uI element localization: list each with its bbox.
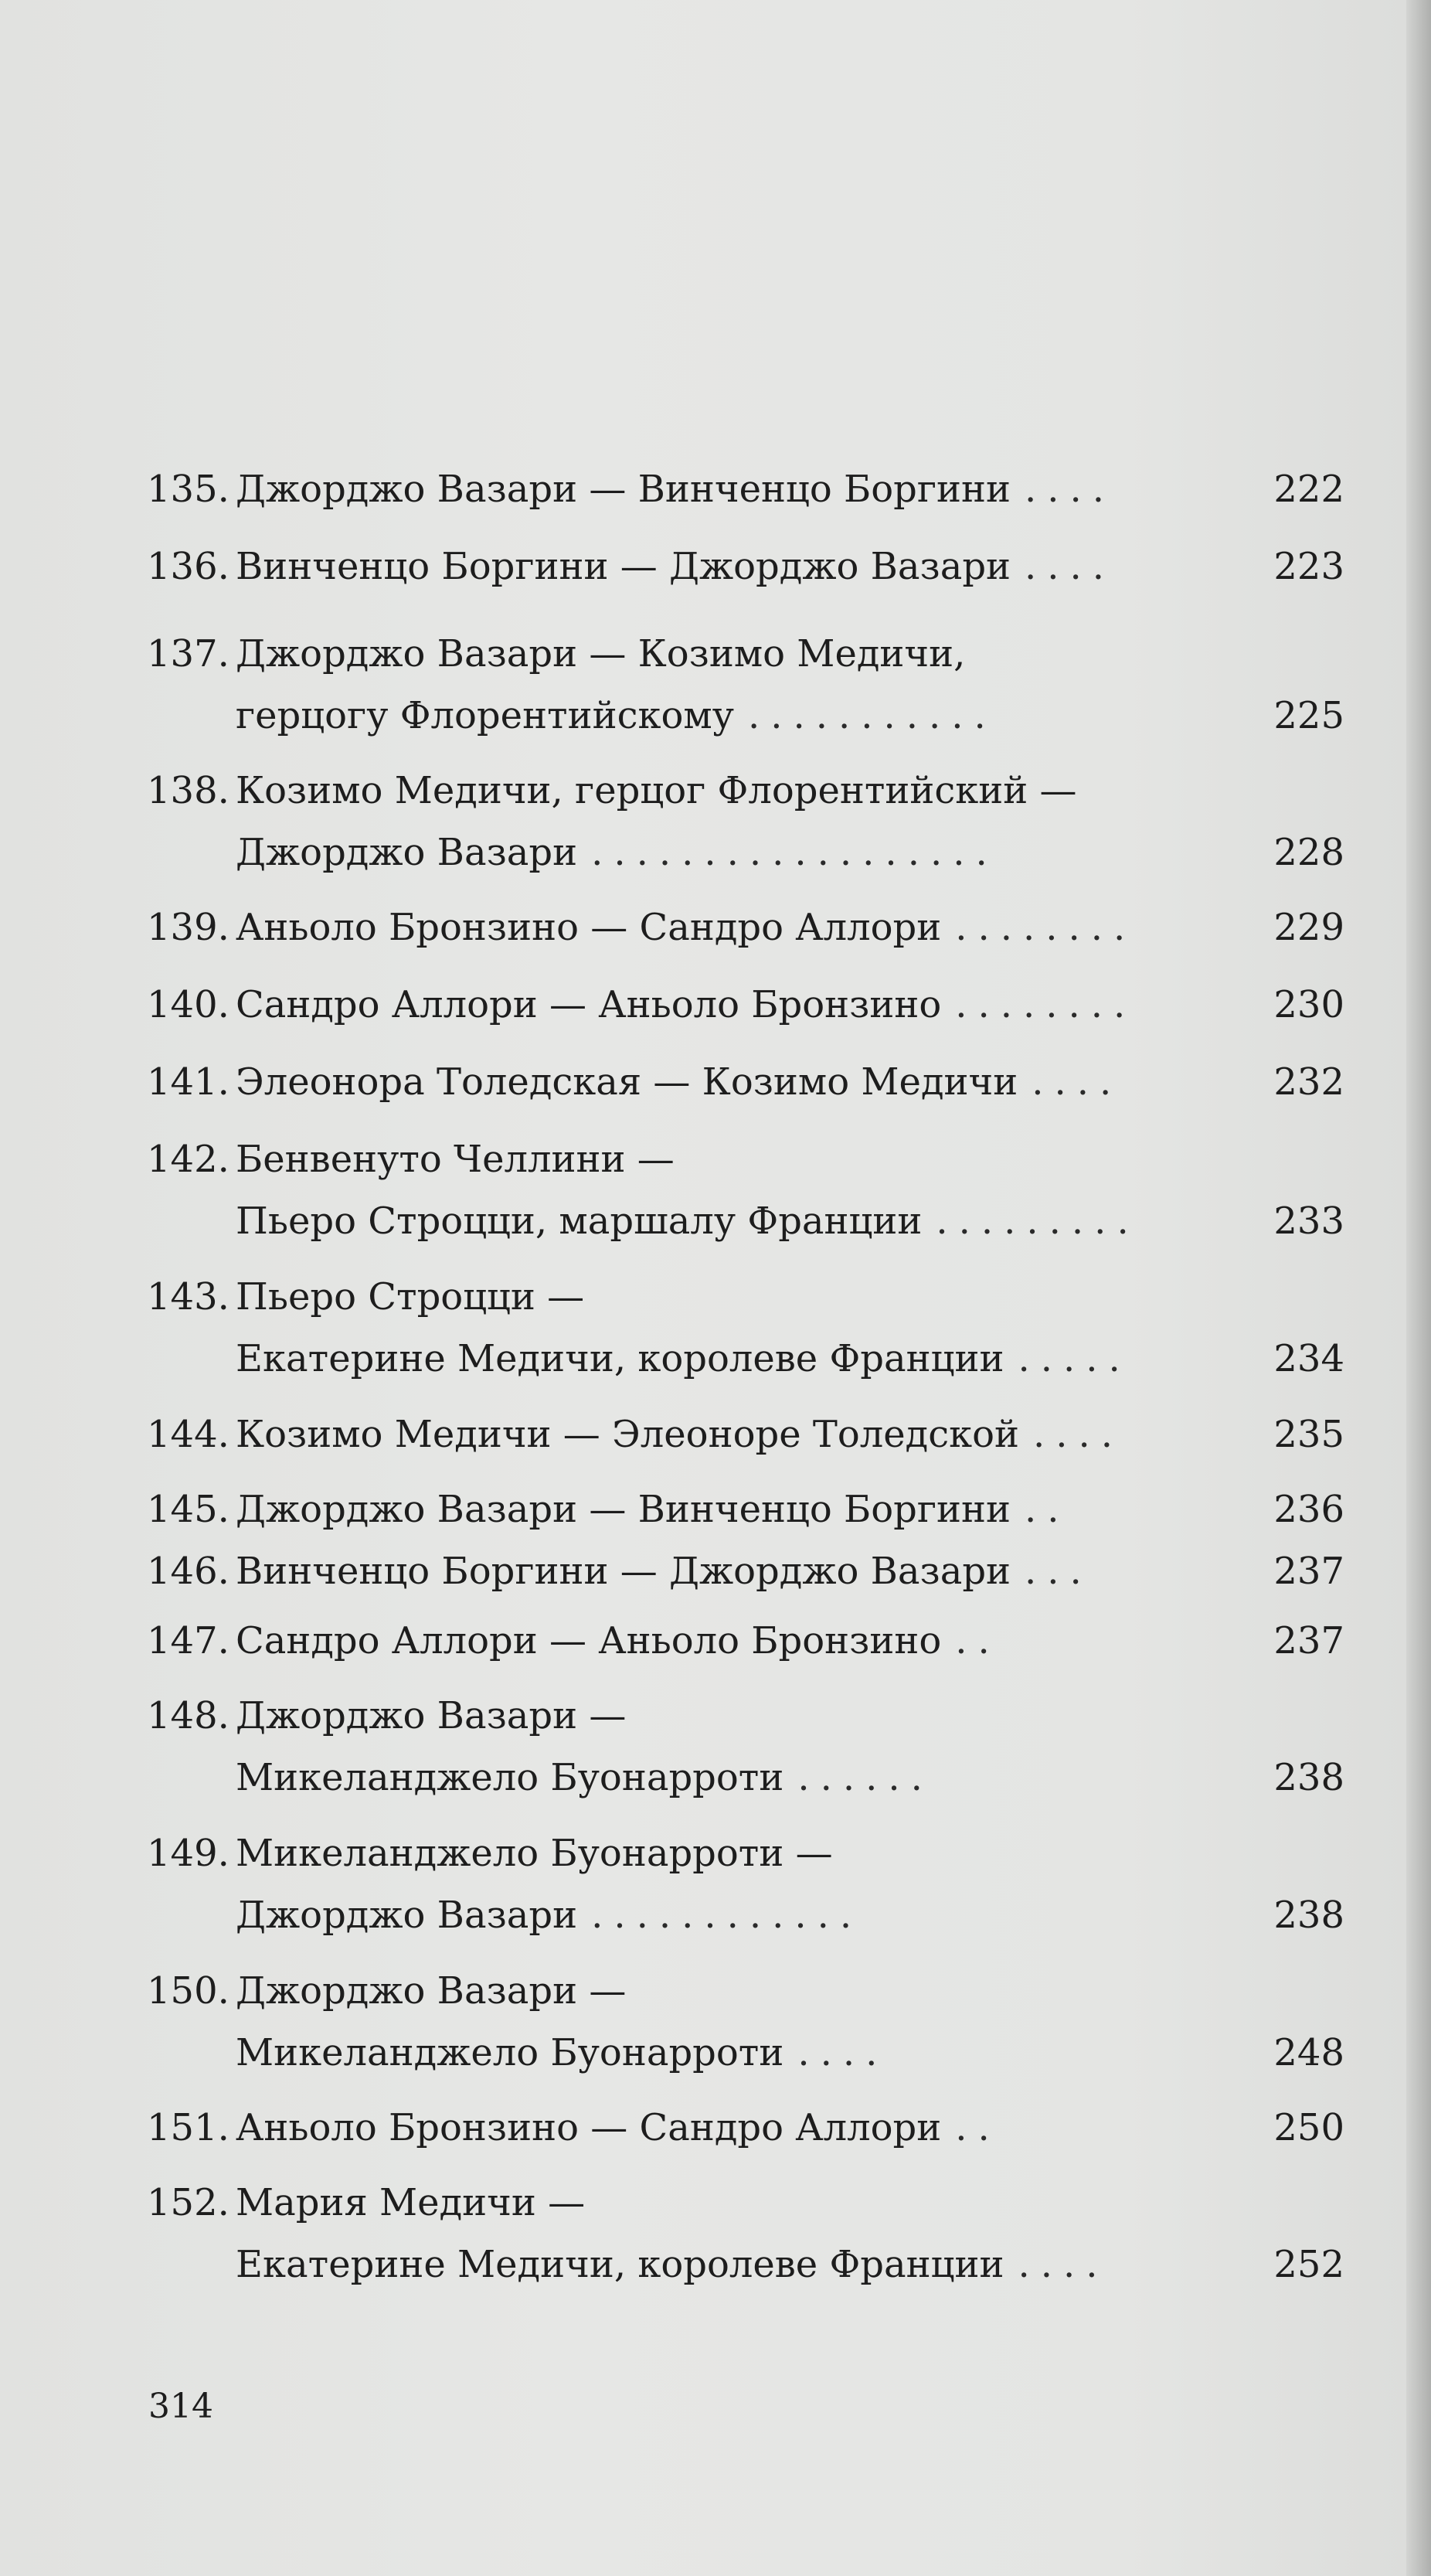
toc-entry (147, 1060, 1344, 1122)
toc-entry-line (147, 2181, 1344, 2243)
toc-entry-title: Джорджо Вазари — Винченцо Боргини (236, 1488, 1011, 1531)
toc-entry-number: 144. (147, 1413, 229, 1456)
toc-entry-title: Микеланджело Буонарроти (236, 2031, 784, 2074)
toc-entry-line (147, 2031, 1344, 2093)
toc-entry-title: Козимо Медичи — Элеоноре Толедской (236, 1413, 1019, 1456)
toc-entry-line (147, 468, 1344, 529)
toc-entry-title: Джорджо Вазари — Козимо Медичи, (236, 632, 966, 675)
toc-entry-number: 149. (147, 1832, 229, 1875)
toc-leader-dots: ... (1025, 1550, 1093, 1593)
toc-entry-line (147, 1200, 1344, 1261)
toc-entry (147, 468, 1344, 529)
toc-entry (147, 2106, 1344, 2168)
toc-entry-title: Сандро Аллори — Аньоло Бронзино (236, 1619, 942, 1662)
toc-entry-line (147, 1619, 1344, 1681)
toc-entry-title: Сандро Аллори — Аньоло Бронзино (236, 983, 942, 1026)
toc-leader-dots: .... (1025, 545, 1116, 588)
toc-entry-number: 148. (147, 1694, 229, 1737)
toc-entry-page: 232 (1273, 1060, 1344, 1104)
toc-entry (147, 545, 1344, 607)
toc-leader-dots: ..... (1018, 1337, 1131, 1380)
toc-entry-title: Микеланджело Буонарроти — (236, 1832, 833, 1875)
toc-entry (147, 1832, 1344, 1955)
toc-leader-dots: ........ (955, 906, 1137, 949)
toc-entry-number: 146. (147, 1550, 229, 1593)
toc-entry (147, 1413, 1344, 1475)
toc-entry (147, 906, 1344, 968)
toc-entry-line (147, 906, 1344, 968)
toc-entry-line (147, 1275, 1344, 1337)
toc-entry (147, 769, 1344, 893)
toc-leader-dots: ......... (936, 1200, 1140, 1243)
toc-entry (147, 2181, 1344, 2305)
toc-entry (147, 1488, 1344, 1550)
toc-entry-title: Винченцо Боргини — Джорджо Вазари (236, 1550, 1011, 1593)
toc-entry-number: 135. (147, 468, 229, 511)
toc-entry-line (147, 2106, 1344, 2168)
toc-leader-dots: .... (1033, 1413, 1124, 1456)
toc-entry-line (147, 1832, 1344, 1894)
toc-entry-line (147, 769, 1344, 831)
toc-entry-page: 234 (1273, 1337, 1344, 1380)
toc-entry (147, 1138, 1344, 1261)
toc-entry-line (147, 1694, 1344, 1756)
toc-entry-title: Джорджо Вазари (236, 831, 578, 874)
toc-entry (147, 1694, 1344, 1818)
toc-entry-page: 237 (1273, 1550, 1344, 1593)
page-number-folio: 314 (148, 2387, 213, 2426)
toc-entry-page: 237 (1273, 1619, 1344, 1662)
toc-entry (147, 1619, 1344, 1681)
toc-entry-page: 235 (1273, 1413, 1344, 1456)
toc-entry-title: Козимо Медичи, герцог Флорентийский — (236, 769, 1077, 812)
toc-entry-page: 238 (1273, 1756, 1344, 1799)
toc-leader-dots: .... (1032, 1060, 1123, 1104)
toc-entry-number: 141. (147, 1060, 229, 1104)
toc-entry (147, 1969, 1344, 2093)
toc-entry-line (147, 545, 1344, 607)
toc-entry-title: Джорджо Вазари (236, 1894, 578, 1937)
toc-entry-number: 139. (147, 906, 229, 949)
toc-entry-title: Пьеро Строцци, маршалу Франции (236, 1200, 923, 1243)
toc-entry-number: 151. (147, 2106, 229, 2149)
toc-entry-title: Аньоло Бронзино — Сандро Аллори (236, 2106, 942, 2149)
toc-leader-dots: .................. (591, 831, 998, 874)
toc-leader-dots: .... (797, 2031, 889, 2074)
toc-leader-dots: .... (1018, 2243, 1109, 2286)
toc-entry-page: 228 (1273, 831, 1344, 874)
toc-entry-page: 238 (1273, 1894, 1344, 1937)
toc-entry-number: 143. (147, 1275, 229, 1319)
toc-entry-title: Элеонора Толедская — Козимо Медичи (236, 1060, 1018, 1104)
toc-entry-page: 229 (1273, 906, 1344, 949)
toc-entry-line (147, 632, 1344, 694)
toc-entry-number: 145. (147, 1488, 229, 1531)
toc-entry-title: Бенвенуто Челлини — (236, 1138, 675, 1181)
toc-leader-dots: ........... (747, 694, 997, 737)
toc-entry-line (147, 1060, 1344, 1122)
toc-entry-number: 136. (147, 545, 229, 588)
toc-entry (147, 1550, 1344, 1611)
toc-entry-line (147, 1894, 1344, 1955)
toc-entry-title: герцогу Флорентийскому (236, 694, 734, 737)
toc-entry-number: 138. (147, 769, 229, 812)
toc-entry (147, 632, 1344, 756)
toc-entry-page: 230 (1273, 983, 1344, 1026)
toc-entry-number: 150. (147, 1969, 229, 2013)
toc-entry-line (147, 1138, 1344, 1200)
toc-entry-number: 137. (147, 632, 229, 675)
toc-entry-title: Джорджо Вазари — (236, 1694, 627, 1737)
toc-entry-line (147, 694, 1344, 756)
toc-entry-page: 250 (1273, 2106, 1344, 2149)
toc-leader-dots: .... (1025, 468, 1116, 511)
toc-leader-dots: .. (1025, 1488, 1070, 1531)
toc-entry-title: Микеланджело Буонарроти (236, 1756, 784, 1799)
toc-entry-page: 248 (1273, 2031, 1344, 2074)
toc-leader-dots: ........ (955, 983, 1137, 1026)
toc-entry-title: Джорджо Вазари — Винченцо Боргини (236, 468, 1011, 511)
toc-entry-title: Пьеро Строцци — (236, 1275, 585, 1319)
toc-entry-line (147, 1488, 1344, 1550)
toc-entry-number: 140. (147, 983, 229, 1026)
toc-entry-title: Джорджо Вазари — (236, 1969, 627, 2013)
toc-entry-page: 223 (1273, 545, 1344, 588)
toc-entry-number: 147. (147, 1619, 229, 1662)
toc-entry-page: 236 (1273, 1488, 1344, 1531)
toc-leader-dots: .. (955, 1619, 1001, 1662)
toc-entry-page: 222 (1273, 468, 1344, 511)
toc-entry-line (147, 1969, 1344, 2031)
toc-entry-page: 225 (1273, 694, 1344, 737)
toc-entry-line (147, 831, 1344, 893)
toc-entry-title: Екатерине Медичи, королеве Франции (236, 2243, 1004, 2286)
toc-entry-line (147, 983, 1344, 1045)
toc-entry-page: 233 (1273, 1200, 1344, 1243)
page-edge (1406, 0, 1431, 2576)
toc-entry (147, 1275, 1344, 1399)
toc-entry-line (147, 1413, 1344, 1475)
toc-entry-line (147, 1337, 1344, 1399)
toc-entry-line (147, 2243, 1344, 2305)
toc-entry-title: Аньоло Бронзино — Сандро Аллори (236, 906, 942, 949)
toc-entry-number: 142. (147, 1138, 229, 1181)
toc-entry-title: Мария Медичи — (236, 2181, 586, 2224)
toc-entry (147, 983, 1344, 1045)
toc-entry-page: 252 (1273, 2243, 1344, 2286)
toc-leader-dots: ............ (591, 1894, 863, 1937)
toc-entry-line (147, 1550, 1344, 1611)
toc-leader-dots: .. (955, 2106, 1001, 2149)
toc-entry-title: Винченцо Боргини — Джорджо Вазари (236, 545, 1011, 588)
toc-entry-number: 152. (147, 2181, 229, 2224)
toc-leader-dots: ...... (797, 1756, 933, 1799)
toc-entry-line (147, 1756, 1344, 1818)
toc-entry-title: Екатерине Медичи, королеве Франции (236, 1337, 1004, 1380)
